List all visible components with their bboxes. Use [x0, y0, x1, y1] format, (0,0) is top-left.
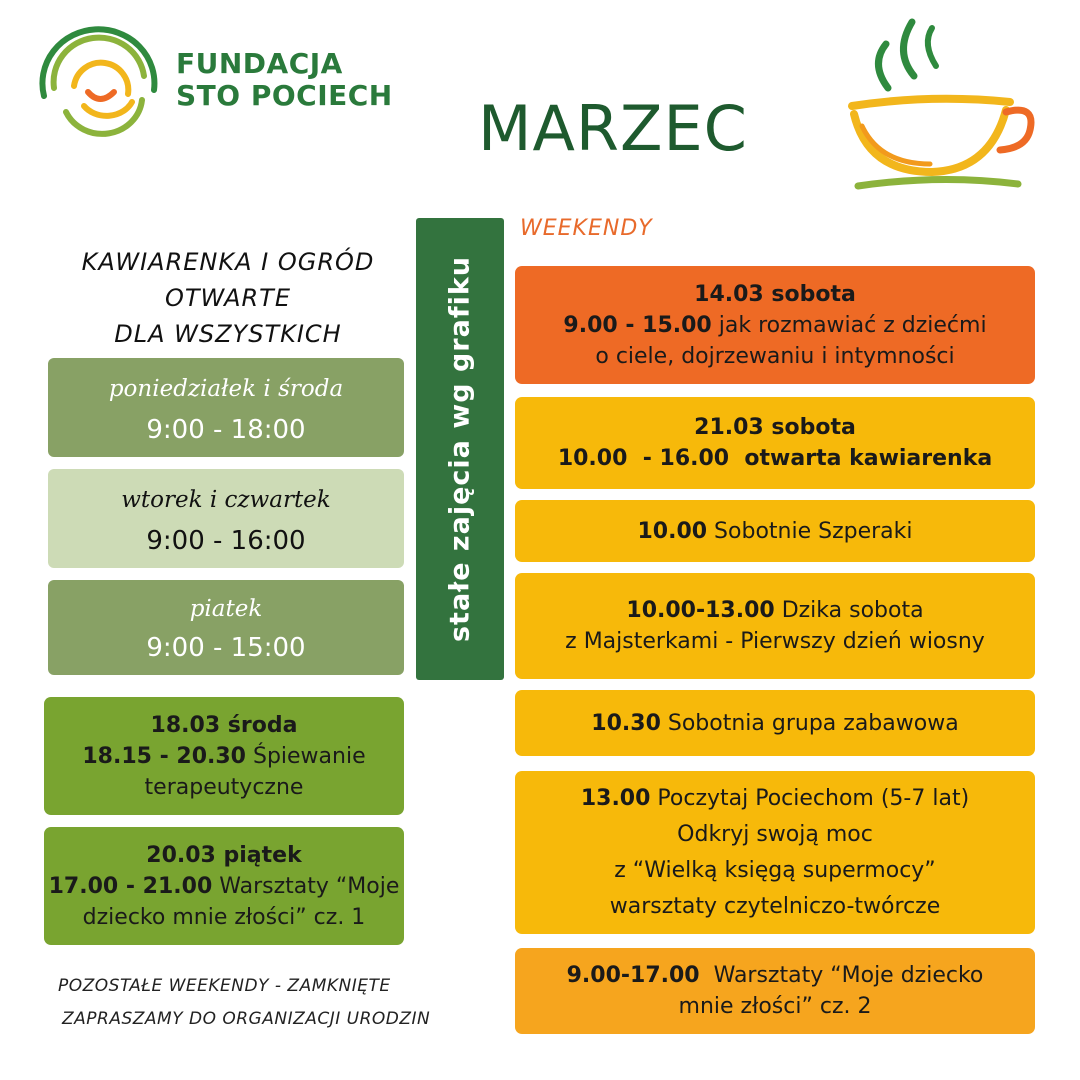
event-line-text: warsztaty czytelniczo-twórcze [609, 893, 941, 919]
cafe-open-title [48, 244, 408, 352]
event-line-text: Poczytaj Pociechom (5-7 lat) [650, 785, 970, 811]
event-line-text: Śpiewanie [245, 743, 366, 769]
event-line [515, 412, 1035, 443]
hours-time: 9:00 - 15:00 [146, 633, 306, 663]
event-card-weekend [515, 948, 1035, 1034]
event-line-bold: 9.00 - 15.00 [563, 312, 712, 338]
event-card-weekend [515, 266, 1035, 384]
event-line-text: o ciele, dojrzewaniu i intymności [595, 343, 955, 369]
event-line [44, 902, 404, 933]
event-line-bold: 9.00-17.00 [566, 963, 700, 988]
event-line [515, 595, 1035, 626]
event-line-text: Warsztaty “Moje dziecko [699, 963, 984, 988]
event-card-weekend [515, 397, 1035, 489]
event-line [515, 708, 1035, 739]
event-line-text: Sobotnia grupa zabawowa [660, 710, 959, 736]
event-line [515, 626, 1035, 657]
cafe-title-line: KAWIARENKA I OGRÓD [81, 248, 375, 276]
event-line-bold: 18.15 - 20.30 [82, 743, 246, 769]
closed-note-line: POZOSTAŁE WEEKENDY - ZAMKNIĘTE [58, 976, 391, 996]
event-card-weekend [515, 771, 1035, 934]
event-line-bold: 20.03 piątek [146, 842, 302, 868]
closed-note-line: ZAPRASZAMY DO ORGANIZACJI URODZIN [62, 1009, 431, 1029]
month-title: MARZEC [478, 92, 748, 165]
regular-classes-band [416, 218, 504, 680]
weekends-heading: WEEKENDY [520, 216, 653, 241]
event-line-bold: 17.00 - 21.00 [48, 873, 213, 899]
event-line [515, 991, 1035, 1022]
event-line-text: terapeutyczne [144, 774, 304, 800]
event-line-bold: 10.00 - 16.00 otwarta kawiarenka [557, 446, 993, 471]
event-line [515, 817, 1035, 853]
hours-card-mon-wed [48, 358, 404, 457]
foundation-name [176, 48, 393, 112]
event-line-text: z Majsterkami - Pierwszy dzień wiosny [565, 629, 985, 654]
foundation-name-line2: STO POCIECH [176, 79, 393, 112]
hours-card-tue-thu [48, 469, 404, 568]
event-line-text: z “Wielką księgą supermocy” [614, 857, 936, 883]
event-line [515, 781, 1035, 817]
event-line-text: Dzika sobota [774, 598, 924, 623]
event-line [44, 840, 404, 871]
regular-classes-label: stałe zajęcia wg grafiku [444, 255, 476, 643]
event-line-bold: 18.03 środa [150, 712, 298, 738]
event-line-bold: 21.03 sobota [694, 415, 856, 440]
event-line [515, 889, 1035, 925]
event-card-weekend [515, 690, 1035, 756]
event-line [515, 279, 1035, 310]
event-line [515, 853, 1035, 889]
foundation-logo-icon [36, 26, 162, 142]
coffee-cup-icon [840, 14, 1040, 204]
event-card-weekday [44, 827, 404, 945]
hours-day: piatek [189, 596, 263, 622]
event-line-text: Odkryj swoją moc [677, 821, 873, 847]
event-line-bold: 10.00 [637, 518, 708, 544]
event-line-text: dziecko mnie złości” cz. 1 [82, 904, 366, 930]
event-line [515, 960, 1035, 991]
cafe-title-line: OTWARTE [164, 284, 291, 312]
event-card-weekday [44, 697, 404, 815]
event-line-bold: 13.00 [580, 785, 651, 811]
cafe-title-line: DLA WSZYSTKICH [114, 320, 342, 348]
event-line [44, 772, 404, 803]
closed-weekends-note [58, 970, 430, 1036]
event-line [44, 871, 404, 902]
event-line [44, 710, 404, 741]
event-card-weekend [515, 573, 1035, 679]
hours-day: wtorek i czwartek [121, 487, 331, 513]
event-line-text: mnie złości” cz. 2 [678, 994, 872, 1019]
event-line-text: Warsztaty “Moje [212, 873, 400, 899]
event-line [515, 310, 1035, 341]
foundation-name-line1: FUNDACJA [176, 47, 343, 80]
event-line-bold: 10.00-13.00 [626, 598, 775, 623]
hours-time: 9:00 - 16:00 [146, 526, 306, 556]
event-line [515, 516, 1035, 547]
hours-time: 9:00 - 18:00 [146, 415, 306, 445]
event-line [515, 341, 1035, 372]
event-line-bold: 14.03 sobota [694, 281, 856, 307]
hours-card-fri [48, 580, 404, 675]
event-line [515, 443, 1035, 474]
event-line-bold: 10.30 [591, 710, 661, 736]
event-card-weekend [515, 500, 1035, 562]
event-line [44, 741, 404, 772]
event-line-text: Sobotnie Szperaki [707, 518, 913, 544]
event-line-text: jak rozmawiać z dziećmi [711, 312, 987, 338]
hours-day: poniedziałek i środa [108, 376, 344, 402]
